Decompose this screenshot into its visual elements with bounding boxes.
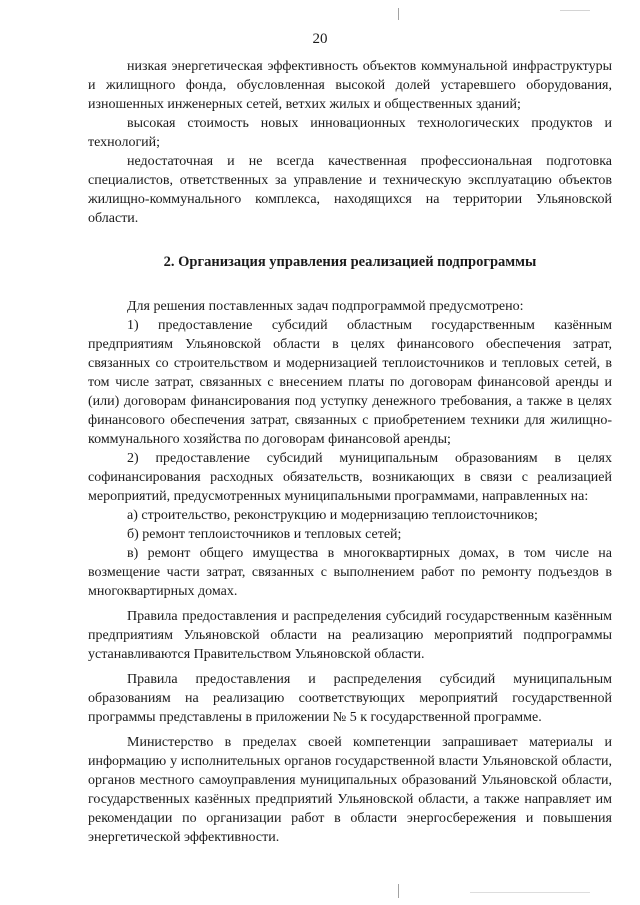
scan-mark xyxy=(470,892,590,893)
paragraph: 2) предоставление субсидий муниципальным образованиям в целях софинансирования расходных обязательств, возникающих в связи с реализацией мероприятий, предусмотренных муниципальными программами, направленных на: xyxy=(88,451,612,504)
section-heading: 2. Организация управления реализацией подпрограммы xyxy=(163,254,537,270)
paragraph: а) строительство, реконструкцию и модернизацию теплоисточников; xyxy=(127,508,538,523)
paragraph: в) ремонт общего имущества в многоквартирных домах, в том числе на возмещение части затрат, связанных с выполнением работ по ремонту подъездов в многоквартирных домах. xyxy=(88,546,612,599)
page-number: 20 xyxy=(312,31,328,47)
paragraph: Правила предоставления и распределения субсидий муниципальным образованиям на реализацию соответствующих мероприятий государственной программы представлены в приложении № 5 к государственной программе. xyxy=(88,672,612,725)
scan-mark xyxy=(398,884,399,898)
paragraph: Правила предоставления и распределения субсидий государственным казённым предприятиям Ульяновской области на реализацию мероприятий подпрограммы устанавливаются Правительством Ульяновской области. xyxy=(88,609,612,662)
scan-mark xyxy=(398,8,399,20)
scan-mark xyxy=(560,10,590,11)
paragraph: высокая стоимость новых инновационных технологических продуктов и технологий; xyxy=(88,116,612,150)
paragraph: низкая энергетическая эффективность объектов коммунальной инфраструктуры и жилищного фонда, обусловленная высокой долей устаревшего оборудования, изношенных инженерных сетей, ветхих жилых и общественных зданий; xyxy=(88,59,612,112)
paragraph: б) ремонт теплоисточников и тепловых сетей; xyxy=(127,527,402,542)
document-body xyxy=(88,57,612,847)
paragraph: 1) предоставление субсидий областным государственным казённым предприятиям Ульяновской области в целях финансового обеспечения затрат, связанных со строительством и модернизацией теплоисточников и тепловых сетей, в том числе затрат, связанных с внесением платы по договорам финансовой аренды и (или) договорам финансирования под уступку денежного требования, а также в целях финансового обеспечения затрат, связанных с приобретением техники для жилищно-коммунального хозяйства по договорам финансовой аренды; xyxy=(88,318,612,447)
paragraph: Министерство в пределах своей компетенции запрашивает материалы и информацию у исполнительных органов государственной власти Ульяновской области, органов местного самоуправления муниципальных образований Ульяновской области, государственных казённых предприятий Ульяновской области, а также направляет им рекомендации по организации работ в области энергосбережения и повышения энергетической эффективности. xyxy=(88,735,612,845)
paragraph: недостаточная и не всегда качественная профессиональная подготовка специалистов, ответственных за управление и техническую эксплуатацию объектов жилищно-коммунального комплекса, находящихся на территории Ульяновской области. xyxy=(88,154,612,226)
paragraph: Для решения поставленных задач подпрограммой предусмотрено: xyxy=(127,299,524,314)
